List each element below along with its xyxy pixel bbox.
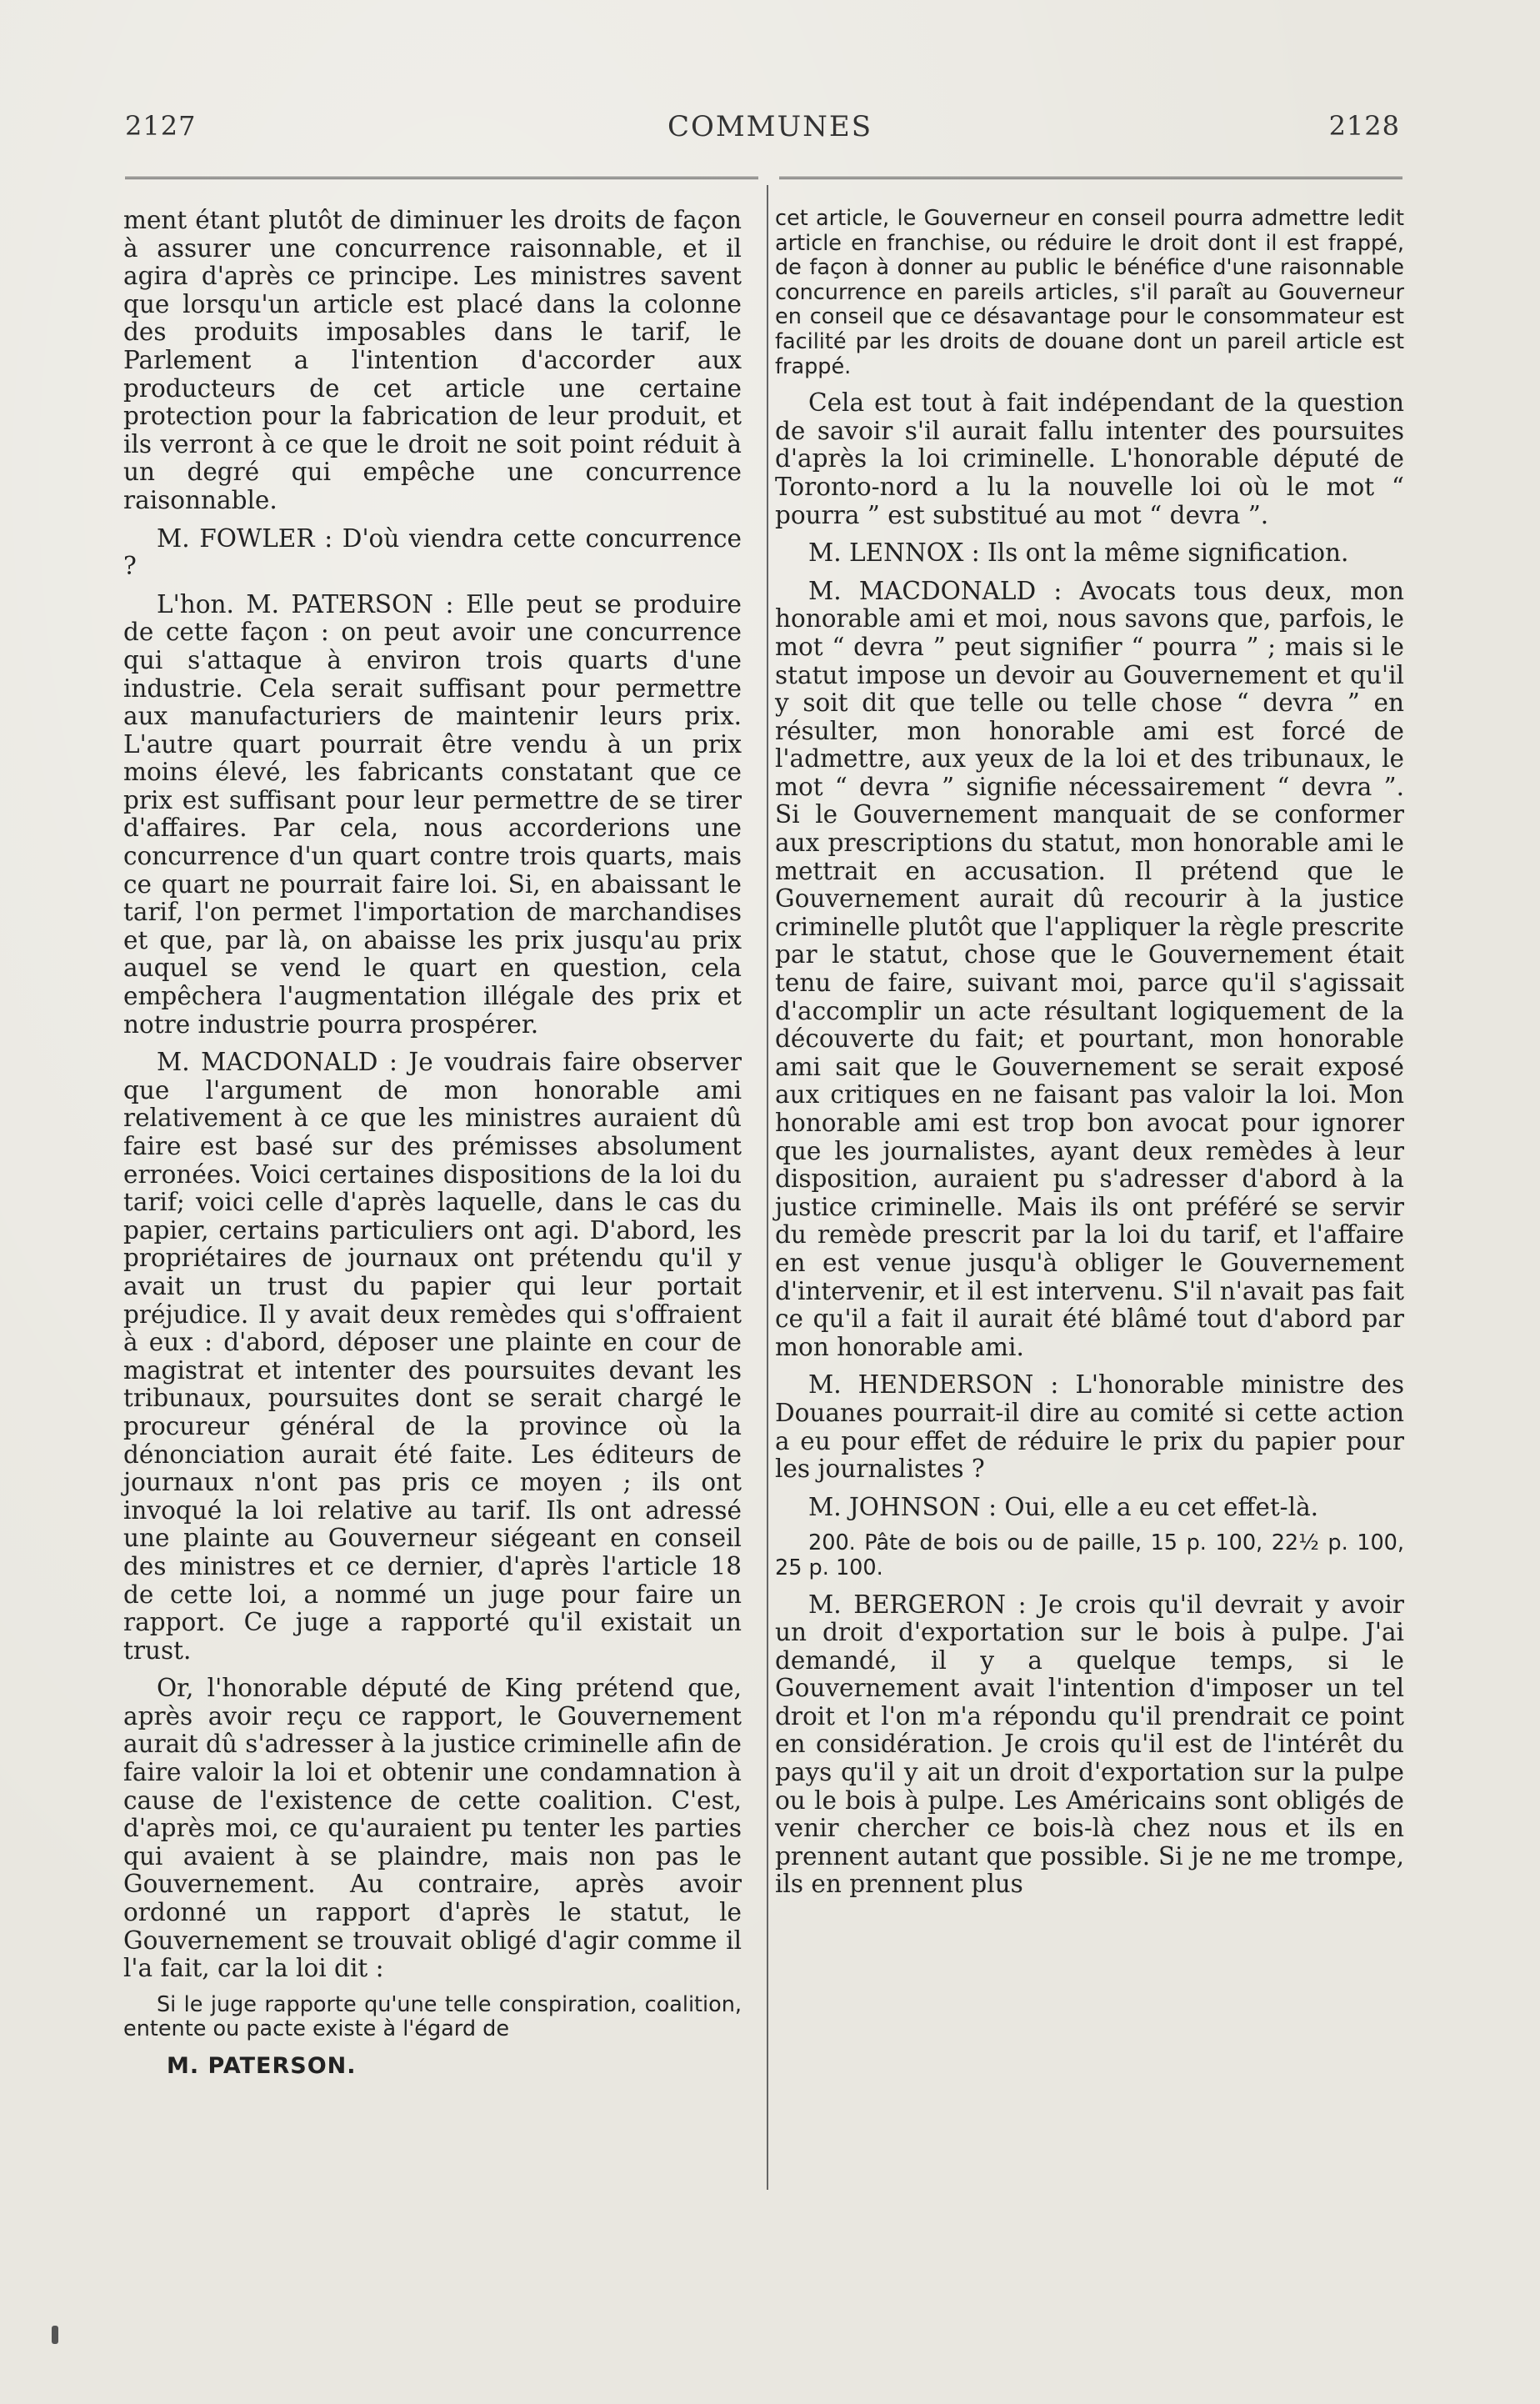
- footer-speaker-name: M. PATERSON.: [167, 2053, 357, 2079]
- scan-mark: [52, 2326, 58, 2344]
- right-column: [775, 207, 1404, 1909]
- speech-bergeron: M. BERGERON : Je crois qu'il devrait y avoir un droit d'exportation sur le bois à pulpe. J'ai demandé, il y a quelque temps, si le Gouvernement avait l'intention d'imposer un tel droit et l'on m'a répondu qu'il prendrait ce point en considération. Je crois qu'il est de l'intérêt du pays qu'il y ait un droit d'exportation sur la pulpe ou le bois à pulpe. Les Américains sont obligés de venir chercher ce bois-là chez nous et ils en prennent autant que possible. Si je ne me trompe, ils en prennent plus: [775, 1590, 1404, 1899]
- left-column: [123, 207, 742, 2081]
- header-rule-left: [125, 177, 758, 179]
- running-title: COMMUNES: [667, 110, 873, 143]
- speech-johnson: M. JOHNSON : Oui, elle a eu cet effet-là.: [808, 1492, 1319, 1521]
- paragraph: Cela est tout à fait indépendant de la question de savoir s'il aurait fallu intenter des poursuites d'après la loi criminelle. L'honorable député de Toronto-nord a lu la nouvelle loi où le mot “ pourra ” est substitué au mot “ devra ”.: [775, 388, 1404, 529]
- speech-henderson: M. HENDERSON : L'honorable ministre des Douanes pourrait-il dire au comité si cette action a eu pour effet de réduire le prix du papier pour les journalistes ?: [775, 1370, 1404, 1484]
- speech-lennox: M. LENNOX : Ils ont la même signification.: [808, 538, 1349, 568]
- speech-fowler: M. FOWLER : D'où viendra cette concurrence ?: [123, 523, 742, 581]
- paragraph: ment étant plutôt de diminuer les droits de façon à assurer une concurrence raisonnable, et il agira d'après ce principe. Les ministres savent que lorsqu'un article est placé dans la colonne des produits imposables dans le tarif, le Parlement a l'intention d'accorder aux producteurs de cet article une certaine protection pour la fabrication de leur produit, et ils verront à ce que le droit ne soit point réduit à un degré qui empêche une concurrence raisonnable.: [123, 206, 742, 514]
- column-divider: [767, 185, 768, 2190]
- statute-quote: Si le juge rapporte qu'une telle conspiration, coalition, entente ou pacte existe à l'égard de: [123, 1991, 742, 2042]
- page-number-left: 2127: [125, 110, 197, 142]
- tariff-item: 200. Pâte de bois ou de paille, 15 p. 100, 22½ p. 100, 25 p. 100.: [775, 1530, 1404, 1580]
- statute-quote-continued: cet article, le Gouverneur en conseil pourra admettre ledit article en franchise, ou réduire le droit dont il est frappé, de façon à donner au public le bénéfice d'une raisonnable concurrence en pareils articles, s'il paraît au Gouverneur en conseil que ce désavantage pour le consommateur est facilité par les droits de douane dont un pareil article est frappé.: [775, 206, 1404, 379]
- speech-macdonald: M. MACDONALD : Je voudrais faire observer que l'argument de mon honorable ami relativement à ce que les ministres auraient dû faire est basé sur des prémisses absolument erronées. Voici certaines dispositions de la loi du tarif; voici celle d'après laquelle, dans le cas du papier, certains particuliers ont agi. D'abord, les propriétaires de journaux ont prétendu qu'il y avait un trust du papier qui leur portait préjudice. Il y avait deux remèdes qui s'offraient à eux : d'abord, déposer une plainte en cour de magistrat et intenter des poursuites devant les tribunaux, poursuites dont se serait chargé le procureur général de la province où la dénonciation aurait été faite. Les éditeurs de journaux n'ont pas pris ce moyen ; ils ont invoqué la loi relative au tarif. Ils ont adressé une plainte au Gouverneur siégeant en conseil des ministres et ce dernier, d'après l'article 18 de cette loi, a nommé un juge pour faire un rapport. Ce juge a rapporté qu'il existait un trust.: [123, 1048, 742, 1665]
- header-rule-right: [779, 177, 1402, 179]
- speech-macdonald: M. MACDONALD : Avocats tous deux, mon honorable ami et moi, nous savons que, parfois, le mot “ devra ” peut signifier “ pourra ” ; mais si le statut impose un devoir au Gouvernement et qu'il y soit dit que telle ou telle chose “ devra ” en résulter, mon honorable ami est forcé de l'admettre, aux yeux de la loi et des tribunaux, le mot “ devra ” signifie nécessairement “ devra ”. Si le Gouvernement manquait de se conformer aux prescriptions du statut, mon honorable ami le mettrait en accusation. Il prétend que le Gouvernement aurait dû recourir à la justice criminelle plutôt que l'appliquer la règle prescrite par le statut, chose que le Gouvernement était tenu de faire, suivant moi, parce qu'il s'agissait d'accomplir un acte résultant logiquement de la découverte du fait; et pourtant, mon honorable ami sait que le Gouvernement se serait exposé aux critiques en ne faisant pas valoir la loi. Mon honorable ami est trop bon avocat pour ignorer que les journalistes, ayant deux remèdes à leur disposition, auraient pu s'adresser d'abord à la justice criminelle. Mais ils ont préféré se servir du remède prescrit par la loi du tarif, et l'affaire en est venue jusqu'à obliger le Gouvernement d'intervenir, et il est intervenu. S'il n'avait pas fait ce qu'il a fait il aurait été blâmé tout d'abord par mon honorable ami.: [775, 576, 1404, 1361]
- page-number-right: 2128: [1328, 110, 1400, 142]
- paragraph: Or, l'honorable député de King prétend que, après avoir reçu ce rapport, le Gouvernement aurait dû s'adresser à la justice criminelle afin de faire valoir la loi et obtenir une condamnation à cause de l'existence de cette coalition. C'est, d'après moi, ce qu'auraient pu tenter les parties qui avaient à se plaindre, mais non pas le Gouvernement. Au contraire, après avoir ordonné un rapport d'après le statut, le Gouvernement se trouvait obligé d'agir comme il l'a fait, car la loi dit :: [123, 1674, 742, 1983]
- speech-paterson: L'hon. M. PATERSON : Elle peut se produire de cette façon : on peut avoir une concurrence qui s'attaque à environ trois quarts d'une industrie. Cela serait suffisant pour permettre aux manufacturiers de maintenir leurs prix. L'autre quart pourrait être vendu à un prix moins élevé, les fabricants constatant que ce prix est suffisant pour leur permettre de se tirer d'affaires. Par cela, nous accorderions une concurrence d'un quart contre trois quarts, mais ce quart ne pourrait faire loi. Si, en abaissant le tarif, l'on permet l'importation de marchandises et que, par là, on abaisse les prix jusqu'au prix auquel se vend le quart en question, cela empêchera l'augmentation illégale des prix et notre industrie pourra prospérer.: [123, 589, 742, 1039]
